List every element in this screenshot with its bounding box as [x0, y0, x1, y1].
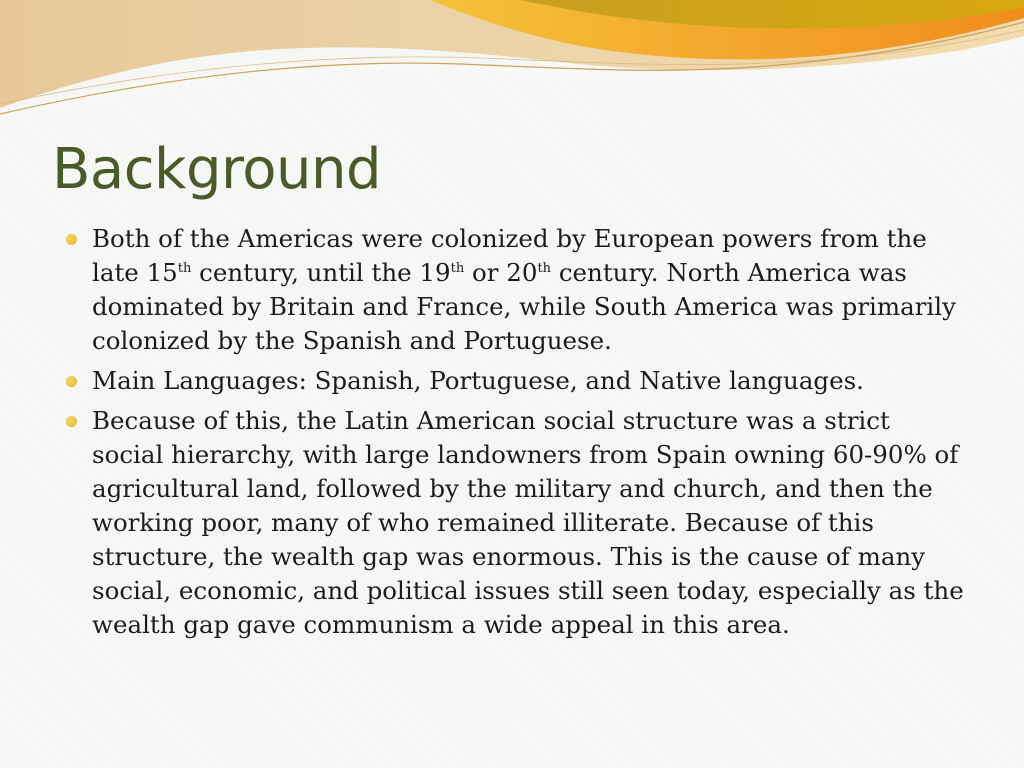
- bullet-text: or 20: [464, 258, 538, 287]
- bullet-text: Main Languages: Spanish, Portuguese, and Native languages.: [92, 366, 864, 395]
- slide-title: Background: [52, 137, 382, 202]
- decorative-wave-header: [0, 0, 1024, 130]
- bullet-text: century, until the 19: [191, 258, 451, 287]
- bullet-item: [64, 222, 964, 358]
- bullet-text: century. North America was dominated by Britain and France, while South America was primarily colonized by the Spanish and Portuguese.: [92, 258, 956, 355]
- bullet-list: [64, 222, 964, 648]
- bullet-dot-icon: [66, 234, 77, 245]
- bullet-dot-icon: [66, 376, 77, 387]
- bullet-item: [64, 364, 964, 398]
- ordinal-superscript: th: [177, 261, 192, 276]
- bullet-text: Because of this, the Latin American social structure was a strict social hierarchy, with large landowners from Spain owning 60-90% of agricultural land, followed by the military and church, and then the working poor, many of who remained illiterate. Because of this structure, the wealth gap was enormous. This is the cause of many social, economic, and political issues still seen today, especially as the wealth gap gave communism a wide appeal in this area.: [92, 406, 964, 639]
- ordinal-superscript: th: [537, 261, 552, 276]
- bullet-text: Both of the Americas were colonized by European powers from the late 15: [92, 224, 927, 287]
- bullet-dot-icon: [66, 416, 77, 427]
- bullet-item: [64, 404, 964, 642]
- ordinal-superscript: th: [450, 261, 465, 276]
